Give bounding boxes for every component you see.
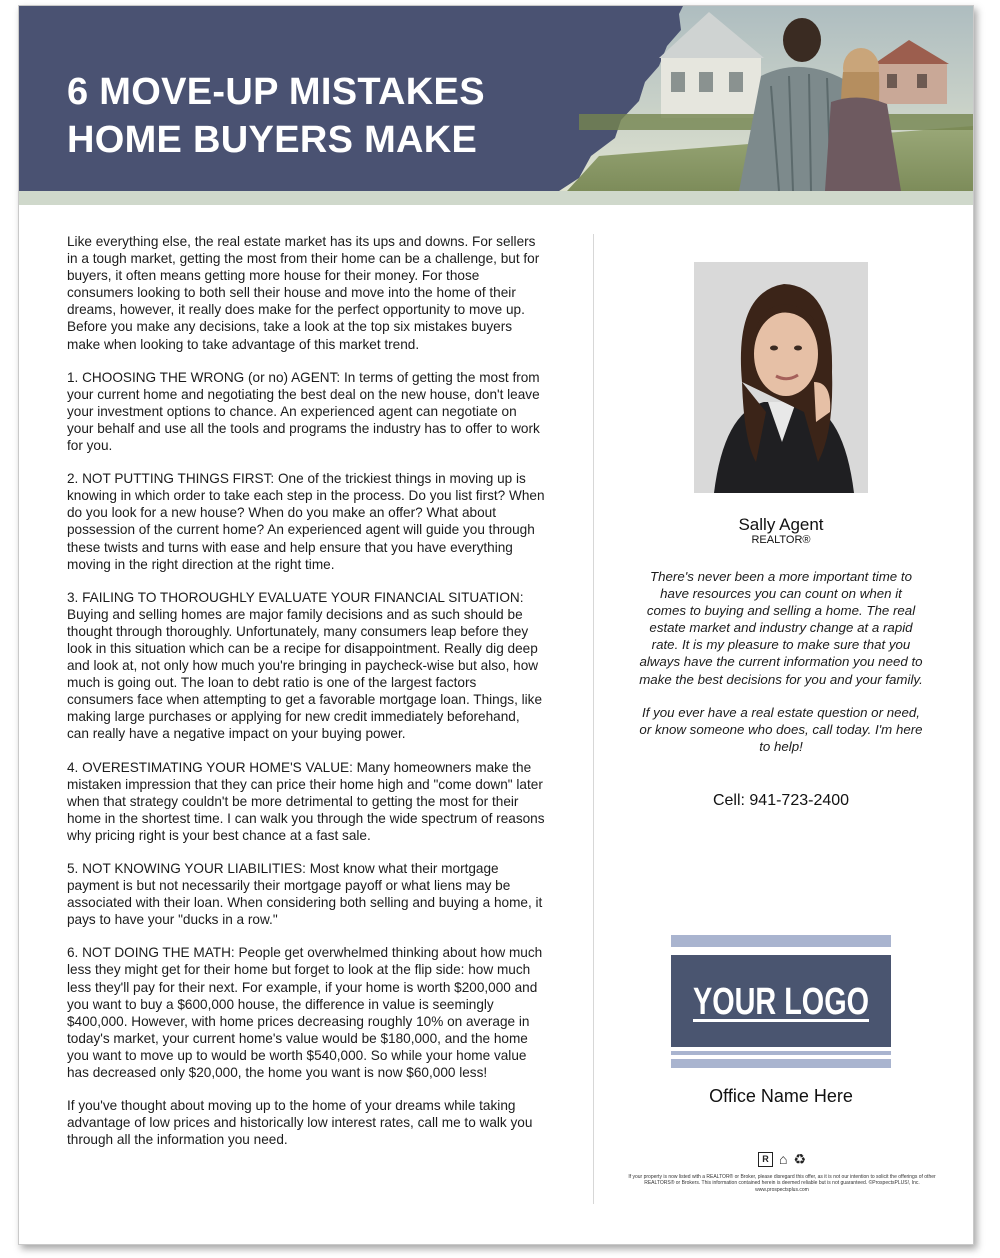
mistake-5-paragraph: 5. NOT KNOWING YOUR LIABILITIES: Most know what their mortgage payment is but not necessarily their mortgage payoff or what liens may be associated with their loan. When considering both selling and buying a home, it pays to have your "ducks in a row."	[67, 861, 543, 928]
realtor-r-icon: R	[758, 1152, 773, 1167]
article-body	[67, 233, 545, 1164]
mistake-6-paragraph: 6. NOT DOING THE MATH: People get overwhelmed thinking about how much less they might get for their home but forget to look at the flip side: how much less they'll pay for their next. For example, if your home is worth $200,000 and you want to buy a $600,000 house, the difference in value is seemingly $400,000. However, with home prices decreasing roughly 10% on average in today's market, your current home's value would be $180,000, and the home you want to move up to would be worth $540,000. So while your home value has decreased only $20,000, the home you want is now $60,000 less!	[67, 945, 543, 1081]
column-divider	[593, 234, 594, 1204]
title-line-2: HOME BUYERS MAKE	[67, 119, 478, 161]
compliance-icons	[747, 1148, 817, 1170]
agent-message-paragraph-2: If you ever have a real estate question or need, or know someone who does, call today. I'm here to help!	[639, 704, 923, 754]
equal-housing-icon: ⌂	[778, 1151, 788, 1167]
agent-name: Sally Agent	[738, 515, 824, 534]
intro-paragraph: Like everything else, the real estate market has its ups and downs. For sellers in a tough market, getting the most from their home can be a challenge, but for buyers, it often means getting more house for their money. For those consumers looking to both sell their house and move into the home of their dreams, however, it really does make for the perfect opportunity to move up. Before you make any decisions, take a look at the top six mistakes buyers make when looking to take advantage of this market trend.	[67, 234, 540, 352]
agent-message-paragraph-1: There's never been a more important time to have resources you can count on when it comes to buying and selling a home. The real estate market and industry change at a rapid rate. It is my pleasure to make sure that you always have the current information you need to make the best decisions for you and your family.	[639, 569, 923, 687]
mistake-1-paragraph: 1. CHOOSING THE WRONG (or no) AGENT: In terms of getting the most from your current home and negotiating the best deal on the new house, don't leave your investment options to chance. An experienced agent can negotiate on your behalf and use all the tools and programs the industry has to offer to work for you.	[67, 369, 540, 454]
header-banner	[19, 6, 973, 191]
legal-disclaimer: If your property is now listed with a REALTOR® or Broker, please disregard this offer, as it is not our intention to solicit the offerings of other REALTORS® or Brokers. This information contained herein is deemed reliable but is not guaranteed. ©ProspectsPLUS!, Inc. www.prospectsplus.com	[628, 1174, 936, 1193]
closing-paragraph: If you've thought about moving up to the home of your dreams while taking advantage of low prices and historically low interest rates, call me to walk you through all the information you need.	[67, 1098, 533, 1148]
mistake-3-paragraph: 3. FAILING TO THOROUGHLY EVALUATE YOUR FINANCIAL SITUATION: Buying and selling homes are major family decisions and as such should be thought through thoroughly. Unfortunately, many consumers leap before they look in this situation which can be a recipe for disappointment. Really dig deep and look at, not only how much you're bringing in paycheck-wise but also, how much is going out. The loan to debt ratio is one of the largest factors consumers face when attempting to get a favorable mortgage loan. Things, like making large purchases or applying for new credit immediately beforehand, can really have a negative impact on your buying power.	[67, 589, 543, 742]
office-name: Office Name Here	[709, 1086, 853, 1106]
office-logo	[671, 935, 891, 1068]
header-stripe	[19, 191, 973, 205]
agent-title: REALTOR®	[751, 534, 811, 546]
agent-message	[639, 568, 923, 771]
page-title	[67, 68, 485, 164]
agent-phone[interactable]: Cell: 941-723-2400	[712, 792, 850, 809]
recycle-icon: ♻	[793, 1151, 807, 1167]
mistake-2-paragraph: 2. NOT PUTTING THINGS FIRST: One of the trickiest things in moving up is knowing in which order to take each step in the process. Do you list first? When do you look for a new house? When do you make an offer? What about possession of the current home? An experienced agent will guide you through these twists and turns with ease and help ensure that you have everything moving in the right direction at the right time.	[67, 471, 545, 572]
agent-portrait-photo	[694, 262, 868, 493]
flyer-page	[18, 5, 974, 1245]
logo-text: YOUR LOGO	[693, 981, 869, 1023]
title-line-1: 6 MOVE-UP MISTAKES	[67, 71, 485, 113]
mistake-4-paragraph: 4. OVERESTIMATING YOUR HOME'S VALUE: Many homeowners make the mistaken impression that they can price their home high and "come down" later when that strategy couldn't be more detrimental to getting the most for their home in the shortest time. I can walk you through the wide spectrum of reasons why pricing right is your best chance at a fast sale.	[67, 759, 545, 843]
